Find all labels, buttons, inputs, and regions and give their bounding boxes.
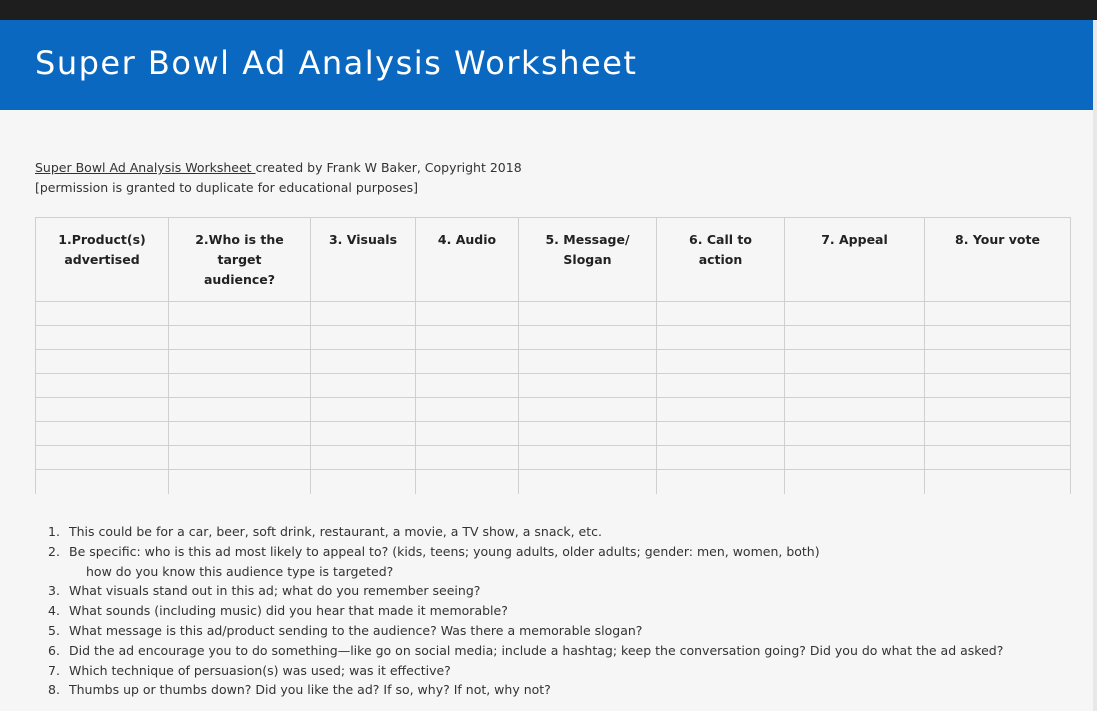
credit-line	[35, 158, 522, 178]
table-cell[interactable]	[657, 326, 785, 350]
column-header-line: Slogan	[563, 252, 612, 267]
table-cell[interactable]	[36, 302, 169, 326]
table-cell[interactable]	[785, 326, 925, 350]
table-cell[interactable]	[169, 470, 311, 494]
list-item-body	[69, 581, 480, 601]
table-cell[interactable]	[311, 302, 416, 326]
table-cell[interactable]	[657, 446, 785, 470]
column-header-line: 5. Message/	[545, 232, 630, 247]
list-item-number: 1.	[48, 524, 60, 539]
table-cell[interactable]	[169, 422, 311, 446]
column-header	[169, 218, 311, 302]
list-item	[48, 621, 1078, 641]
column-header-line: action	[698, 252, 743, 267]
table-cell[interactable]	[785, 422, 925, 446]
table-cell[interactable]	[925, 446, 1071, 470]
list-item	[48, 581, 1078, 601]
table-cell[interactable]	[169, 398, 311, 422]
column-header-line: advertised	[64, 252, 140, 267]
table-cell[interactable]	[311, 374, 416, 398]
column-header	[416, 218, 519, 302]
table-cell[interactable]	[519, 422, 657, 446]
column-header-line: 1.Product(s)	[58, 232, 146, 247]
list-item-text: What visuals stand out in this ad; what do you remember seeing?	[69, 583, 481, 599]
table-cell[interactable]	[416, 302, 519, 326]
table-cell[interactable]	[311, 326, 416, 350]
list-item-text: Be specific: who is this ad most likely to appeal to? (kids, teens; young adults, older adults; gender: men, women, both)	[69, 543, 820, 559]
list-item-number: 4.	[48, 603, 60, 619]
table-cell[interactable]	[925, 350, 1071, 374]
table-cell[interactable]	[169, 350, 311, 374]
column-header	[925, 218, 1071, 302]
table-cell[interactable]	[657, 374, 785, 398]
table-cell[interactable]	[36, 350, 169, 374]
column-header-line: 2.Who is the	[195, 232, 284, 247]
table-cell[interactable]	[785, 374, 925, 398]
table-cell[interactable]	[925, 470, 1071, 494]
table-cell[interactable]	[36, 398, 169, 422]
list-item-number: 6.	[48, 642, 60, 658]
table-row	[36, 374, 1071, 398]
page-title: Super Bowl Ad Analysis Worksheet	[35, 44, 638, 82]
table-cell[interactable]	[785, 398, 925, 422]
table-cell[interactable]	[519, 446, 657, 470]
column-header-line: 7. Appeal	[821, 232, 888, 247]
scroll-edge	[1093, 20, 1097, 711]
table-cell[interactable]	[925, 422, 1071, 446]
credit-block	[35, 158, 522, 198]
table-cell[interactable]	[657, 398, 785, 422]
table-cell[interactable]	[657, 470, 785, 494]
list-item-number: 8.	[48, 682, 60, 698]
column-header-line: audience?	[203, 272, 276, 287]
table-cell[interactable]	[785, 350, 925, 374]
table-row	[36, 470, 1071, 494]
column-header	[36, 218, 169, 302]
table-cell[interactable]	[416, 446, 519, 470]
table-cell[interactable]	[36, 446, 169, 470]
table-cell[interactable]	[169, 374, 311, 398]
table-cell[interactable]	[519, 398, 657, 422]
list-item-text: This could be for a car, beer, soft drink, restaurant, a movie, a TV show, a snack, etc.	[69, 524, 602, 539]
table-cell[interactable]	[519, 374, 657, 398]
list-item-number: 7.	[48, 662, 60, 678]
table-row	[36, 422, 1071, 446]
table-row	[36, 398, 1071, 422]
table-cell[interactable]	[311, 446, 416, 470]
column-header-line: 6. Call to	[689, 232, 752, 247]
list-item-text: Which technique of persuasion(s) was used; was it effective?	[69, 662, 451, 678]
table-cell[interactable]	[519, 470, 657, 494]
table-cell[interactable]	[36, 374, 169, 398]
table-cell[interactable]	[169, 326, 311, 350]
column-header	[311, 218, 416, 302]
list-item-text: Thumbs up or thumbs down? Did you like the ad? If so, why? If not, why not?	[69, 682, 551, 698]
permission-note: [permission is granted to duplicate for educational purposes]	[35, 180, 419, 195]
table-cell[interactable]	[925, 398, 1071, 422]
table-cell[interactable]	[519, 326, 657, 350]
list-item	[48, 641, 1078, 661]
table-cell[interactable]	[925, 374, 1071, 398]
table-cell[interactable]	[416, 398, 519, 422]
table-cell[interactable]	[416, 350, 519, 374]
table-cell[interactable]	[785, 470, 925, 494]
column-header	[785, 218, 925, 302]
list-item-number: 5.	[48, 622, 60, 638]
list-item-text: What sounds (including music) did you hear that made it memorable?	[69, 603, 508, 619]
table-header-row	[36, 218, 1071, 302]
table-row	[36, 350, 1071, 374]
list-item-continuation: how do you know this audience type is targeted?	[86, 563, 394, 579]
worksheet-link[interactable]: Super Bowl Ad Analysis Worksheet	[35, 160, 256, 175]
table-cell[interactable]	[36, 422, 169, 446]
list-item	[48, 601, 1078, 621]
column-header	[657, 218, 785, 302]
column-header-line: 4. Audio	[437, 232, 497, 247]
list-item	[48, 522, 1078, 542]
list-item-body	[69, 522, 602, 542]
top-bar	[0, 0, 1097, 20]
table-cell[interactable]	[657, 302, 785, 326]
list-item-body	[69, 661, 451, 681]
list-item-body	[69, 542, 820, 582]
list-item	[48, 542, 1078, 582]
table-cell[interactable]	[416, 470, 519, 494]
table-cell[interactable]	[36, 470, 169, 494]
table-row	[36, 326, 1071, 350]
table-cell[interactable]	[416, 422, 519, 446]
table-body	[36, 302, 1071, 494]
list-item-number: 2.	[48, 543, 60, 559]
list-item-number: 3.	[48, 583, 60, 599]
credit-byline: created by Frank W Baker, Copyright 2018	[255, 160, 522, 175]
column-header-line: 3. Visuals	[328, 232, 398, 247]
list-item-body	[69, 680, 551, 700]
list-item-text: Did the ad encourage you to do something—like go on social media; include a hashtag; keep the conversation going? Did you do what the ad asked?	[69, 642, 1004, 658]
table-cell[interactable]	[311, 350, 416, 374]
table-cell[interactable]	[311, 398, 416, 422]
table-cell[interactable]	[657, 422, 785, 446]
table-row	[36, 302, 1071, 326]
table-cell[interactable]	[169, 302, 311, 326]
page-header	[0, 20, 1093, 110]
column-header-line: 8. Your vote	[955, 232, 1040, 247]
column-header	[519, 218, 657, 302]
table-cell[interactable]	[657, 350, 785, 374]
column-header-line: target	[217, 252, 262, 267]
table-cell[interactable]	[925, 326, 1071, 350]
table-cell[interactable]	[785, 446, 925, 470]
table-cell[interactable]	[519, 302, 657, 326]
table-cell[interactable]	[925, 302, 1071, 326]
table-row	[36, 446, 1071, 470]
notes-list	[48, 522, 1078, 700]
table-cell[interactable]	[36, 326, 169, 350]
list-item-body	[69, 641, 1003, 661]
table-cell[interactable]	[785, 302, 925, 326]
table-cell[interactable]	[169, 446, 311, 470]
list-item	[48, 680, 1078, 700]
list-item-body	[69, 621, 642, 641]
list-item-text: What message is this ad/product sending to the audience? Was there a memorable slogan?	[69, 622, 643, 638]
table-cell[interactable]	[416, 326, 519, 350]
table-cell[interactable]	[416, 374, 519, 398]
table-cell[interactable]	[311, 470, 416, 494]
worksheet-table	[35, 217, 1071, 494]
list-item-body	[69, 601, 508, 621]
table-cell[interactable]	[519, 350, 657, 374]
list-item	[48, 661, 1078, 681]
table-cell[interactable]	[311, 422, 416, 446]
